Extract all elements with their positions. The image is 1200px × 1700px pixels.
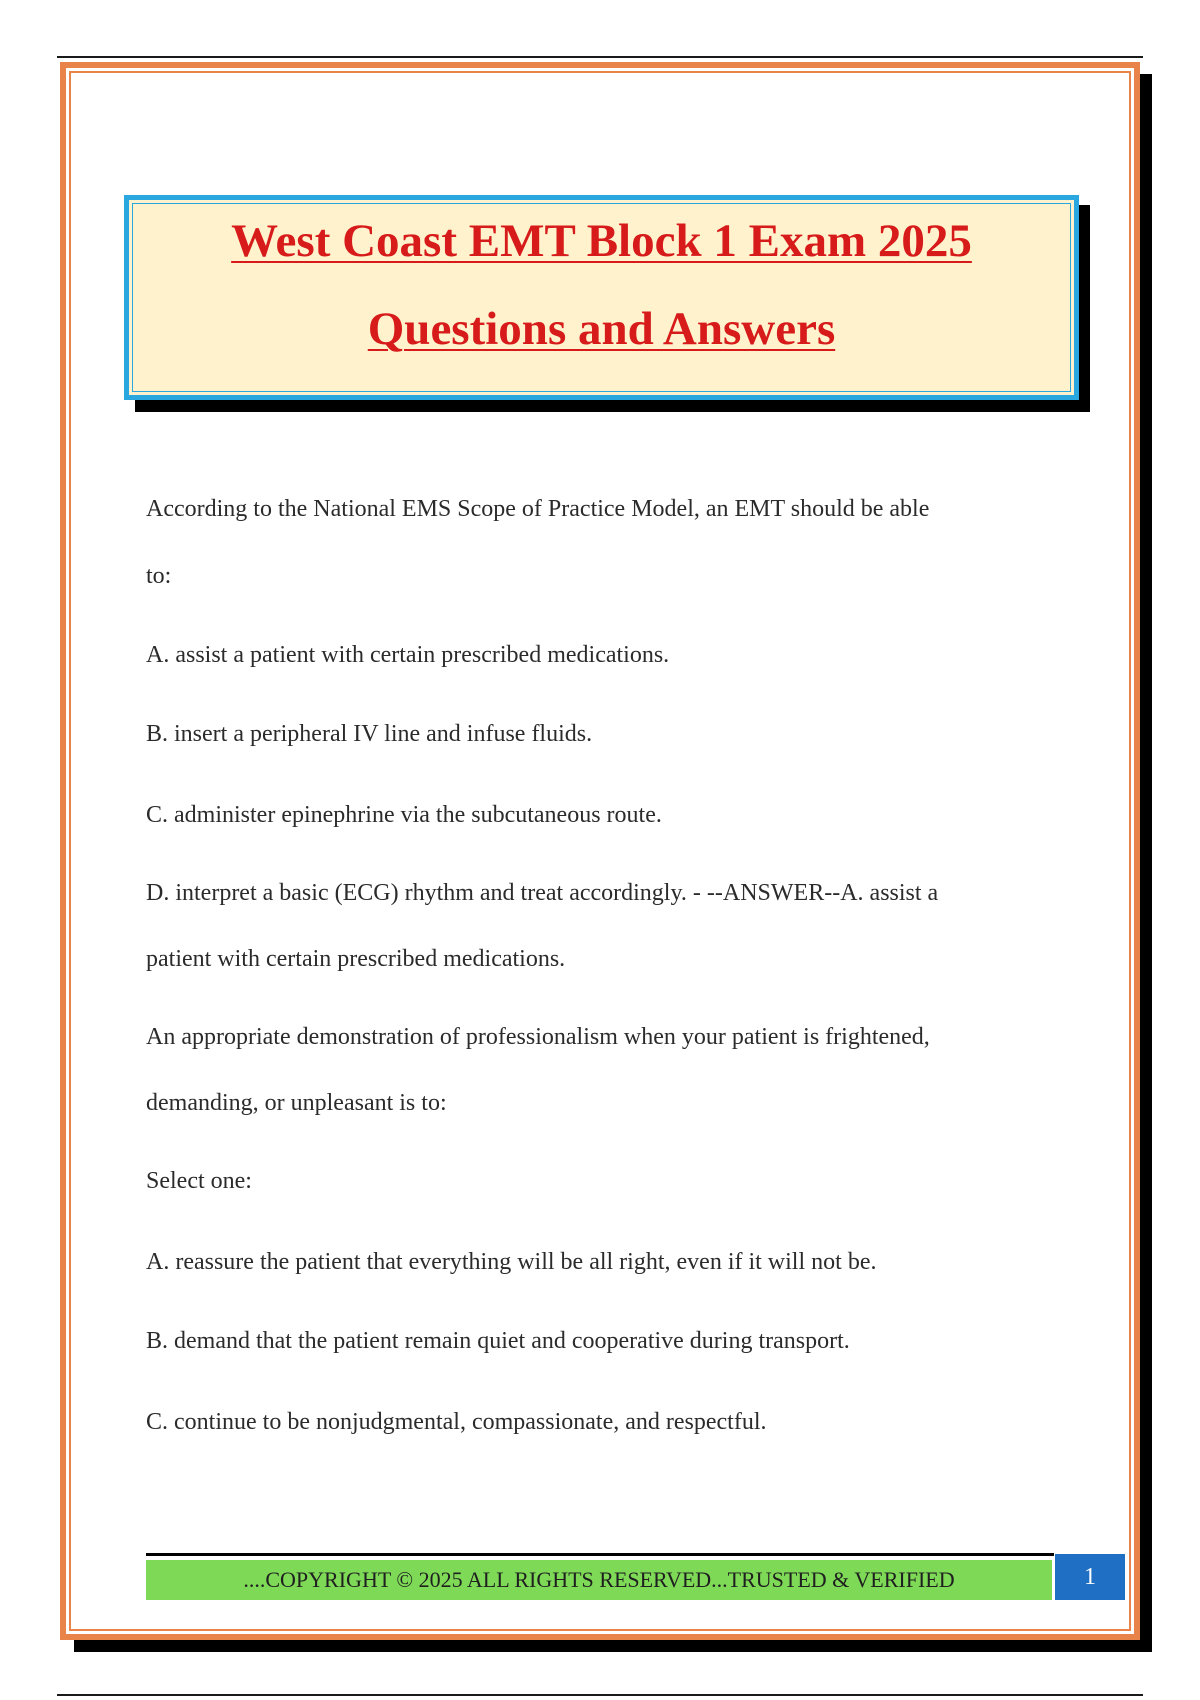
question-2-text-line-1: An appropriate demonstration of professionalism when your patient is frightened, xyxy=(146,1024,930,1050)
question-1-option-b: B. insert a peripheral IV line and infuse fluids. xyxy=(146,721,593,747)
document-title-line-2: Questions and Answers xyxy=(367,303,836,355)
question-1-answer-continued: patient with certain prescribed medications. xyxy=(146,946,566,972)
top-rule xyxy=(57,56,1143,58)
question-2-option-c: C. continue to be nonjudgmental, compassionate, and respectful. xyxy=(146,1409,767,1435)
question-1-option-d-answer: D. interpret a basic (ECG) rhythm and treat accordingly. - --ANSWER--A. assist a xyxy=(146,880,939,906)
question-2-select-one: Select one: xyxy=(146,1168,252,1194)
question-1-text-line-1: According to the National EMS Scope of Practice Model, an EMT should be able xyxy=(146,496,930,522)
question-1-text-line-2: to: xyxy=(146,563,172,589)
question-2-option-a: A. reassure the patient that everything will be all right, even if it will not be. xyxy=(146,1249,877,1275)
question-2-text-line-2: demanding, or unpleasant is to: xyxy=(146,1090,447,1116)
question-2-option-b: B. demand that the patient remain quiet and cooperative during transport. xyxy=(146,1328,850,1354)
title-box xyxy=(124,195,1079,400)
footer-rule xyxy=(146,1553,1054,1556)
question-1-option-a: A. assist a patient with certain prescribed medications. xyxy=(146,642,670,668)
question-1-option-c: C. administer epinephrine via the subcutaneous route. xyxy=(146,802,662,828)
page-number: 1 xyxy=(1055,1554,1125,1600)
bottom-rule xyxy=(57,1694,1143,1696)
footer-copyright: ....COPYRIGHT © 2025 ALL RIGHTS RESERVED...TRUSTED & VERIFIED xyxy=(146,1560,1052,1600)
document-title-line-1: West Coast EMT Block 1 Exam 2025 xyxy=(231,215,972,267)
